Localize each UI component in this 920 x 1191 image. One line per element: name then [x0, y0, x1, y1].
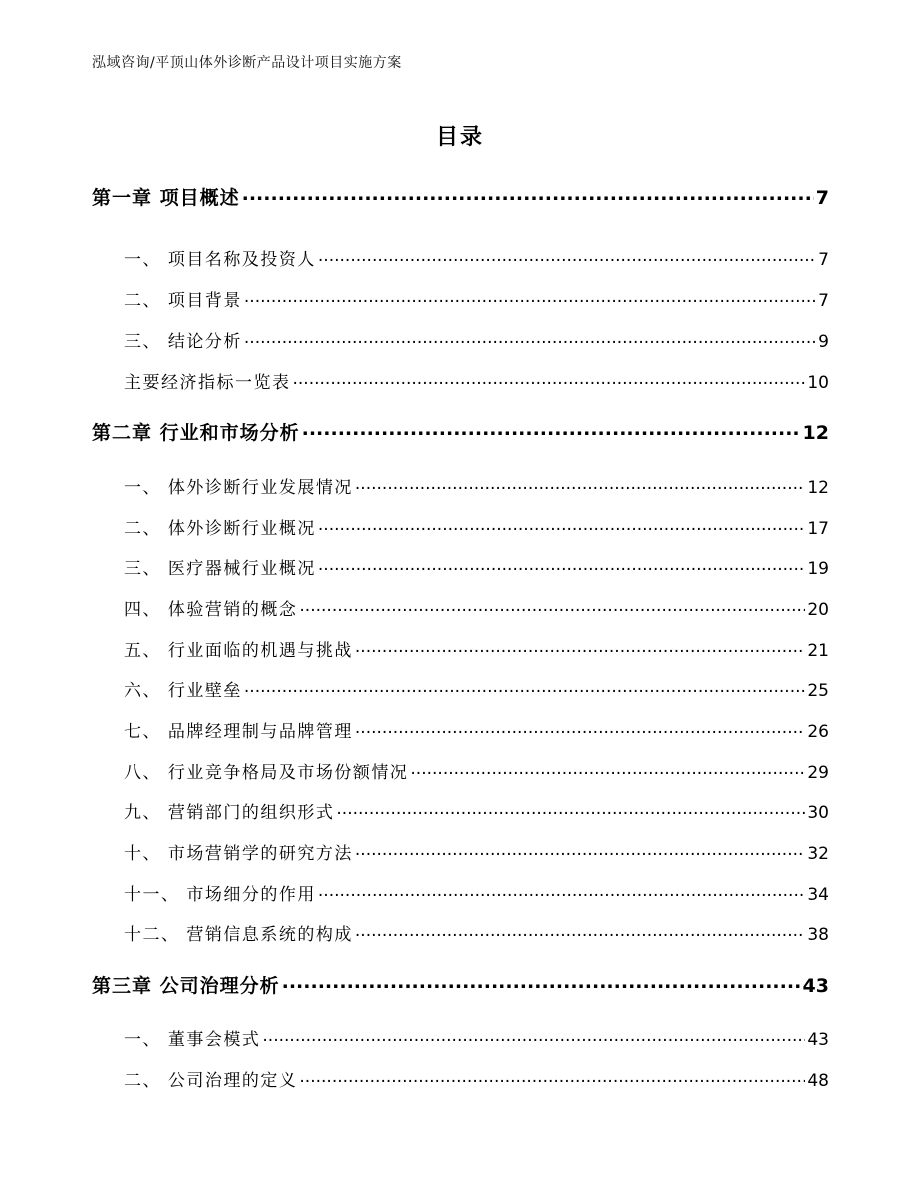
dot-leader	[262, 1028, 805, 1045]
dot-leader	[302, 420, 801, 439]
toc-entry-page: 12	[807, 478, 829, 498]
dot-leader	[355, 639, 805, 656]
toc-entry-page: 12	[802, 422, 829, 444]
toc-entry-label: 一、 董事会模式	[124, 1030, 261, 1050]
toc-entry-page: 7	[818, 291, 829, 311]
toc-entry-page: 32	[807, 844, 829, 864]
dot-leader	[355, 476, 805, 493]
toc-entry-label: 一、 体外诊断行业发展情况	[124, 478, 353, 498]
toc-entry-page: 7	[815, 187, 829, 209]
toc-entry-label: 八、 行业竞争格局及市场份额情况	[124, 763, 409, 783]
toc-entry-label: 三、 结论分析	[124, 332, 242, 352]
toc-entry-section[interactable]	[124, 286, 829, 311]
toc-entry-label: 主要经济指标一览表	[124, 373, 291, 393]
toc-entry-section[interactable]	[124, 245, 829, 270]
toc-entry-section[interactable]	[124, 554, 829, 579]
toc-entry-section[interactable]	[124, 798, 829, 823]
toc-entry-page: 34	[807, 885, 829, 905]
toc-entry-label: 七、 品牌经理制与品牌管理	[124, 722, 353, 742]
toc-entry-page: 38	[807, 925, 829, 945]
toc-entry-section[interactable]	[124, 327, 829, 352]
toc-entry-chapter-2[interactable]	[92, 418, 829, 445]
toc-entry-section[interactable]	[124, 880, 829, 905]
toc-entry-label: 十、 市场营销学的研究方法	[124, 844, 353, 864]
toc-entry-section[interactable]	[124, 717, 829, 742]
toc-entry-section[interactable]	[124, 758, 829, 783]
toc-entry-page: 10	[807, 373, 829, 393]
dot-leader	[355, 720, 805, 737]
toc-entry-label: 第三章 公司治理分析	[92, 975, 280, 997]
toc-entry-page: 43	[802, 975, 829, 997]
dot-leader	[318, 517, 805, 534]
running-header: 泓域咨询/平顶山体外诊断产品设计项目实施方案	[92, 55, 402, 71]
toc-entry-label: 五、 行业面临的机遇与挑战	[124, 641, 353, 661]
toc-entry-page: 19	[807, 559, 829, 579]
toc-entry-page: 25	[807, 681, 829, 701]
dot-leader	[242, 185, 814, 204]
toc-entry-page: 17	[807, 519, 829, 539]
toc-entry-section[interactable]	[124, 1025, 829, 1050]
dot-leader	[244, 289, 816, 306]
toc-entry-page: 20	[807, 600, 829, 620]
toc-entry-section[interactable]	[124, 595, 829, 620]
dot-leader	[318, 248, 816, 265]
dot-leader	[355, 923, 805, 940]
toc-entry-section[interactable]	[124, 368, 829, 393]
dot-leader	[244, 679, 805, 696]
dot-leader	[318, 557, 805, 574]
toc-entry-chapter-3[interactable]	[92, 971, 829, 998]
dot-leader	[299, 598, 805, 615]
toc-title: 目录	[435, 125, 484, 150]
toc-entry-page: 30	[807, 803, 829, 823]
toc-entry-section[interactable]	[124, 514, 829, 539]
toc-entry-section[interactable]	[124, 1066, 829, 1091]
toc-entry-label: 十二、 营销信息系统的构成	[124, 925, 353, 945]
dot-leader	[244, 330, 816, 347]
toc-entry-page: 7	[818, 250, 829, 270]
toc-entry-section[interactable]	[124, 920, 829, 945]
toc-entry-page: 21	[807, 641, 829, 661]
toc-entry-label: 一、 项目名称及投资人	[124, 250, 316, 270]
toc-entry-chapter-1[interactable]	[92, 183, 829, 210]
toc-entry-label: 第二章 行业和市场分析	[92, 422, 300, 444]
toc-entry-page: 43	[807, 1030, 829, 1050]
toc-entry-section[interactable]	[124, 473, 829, 498]
toc-entry-label: 二、 公司治理的定义	[124, 1071, 298, 1091]
toc-entry-label: 二、 项目背景	[124, 291, 242, 311]
toc-entry-label: 九、 营销部门的组织形式	[124, 803, 335, 823]
toc-entry-label: 二、 体外诊断行业概况	[124, 519, 316, 539]
dot-leader	[336, 801, 805, 818]
dot-leader	[318, 883, 805, 900]
toc-entry-label: 六、 行业壁垒	[124, 681, 242, 701]
toc-entry-section[interactable]	[124, 676, 829, 701]
dot-leader	[355, 842, 805, 859]
dot-leader	[282, 973, 801, 992]
toc-entry-section[interactable]	[124, 636, 829, 661]
toc-entry-label: 第一章 项目概述	[92, 187, 240, 209]
toc-entry-label: 四、 体验营销的概念	[124, 600, 298, 620]
toc-entry-label: 三、 医疗器械行业概况	[124, 559, 316, 579]
dot-leader	[299, 1069, 805, 1086]
toc-entry-page: 48	[807, 1071, 829, 1091]
dot-leader	[410, 761, 805, 778]
toc-entry-label: 十一、 市场细分的作用	[124, 885, 316, 905]
toc-entry-section[interactable]	[124, 839, 829, 864]
dot-leader	[293, 371, 806, 388]
toc-entry-page: 26	[807, 722, 829, 742]
toc-entry-page: 29	[807, 763, 829, 783]
toc-entry-page: 9	[818, 332, 829, 352]
